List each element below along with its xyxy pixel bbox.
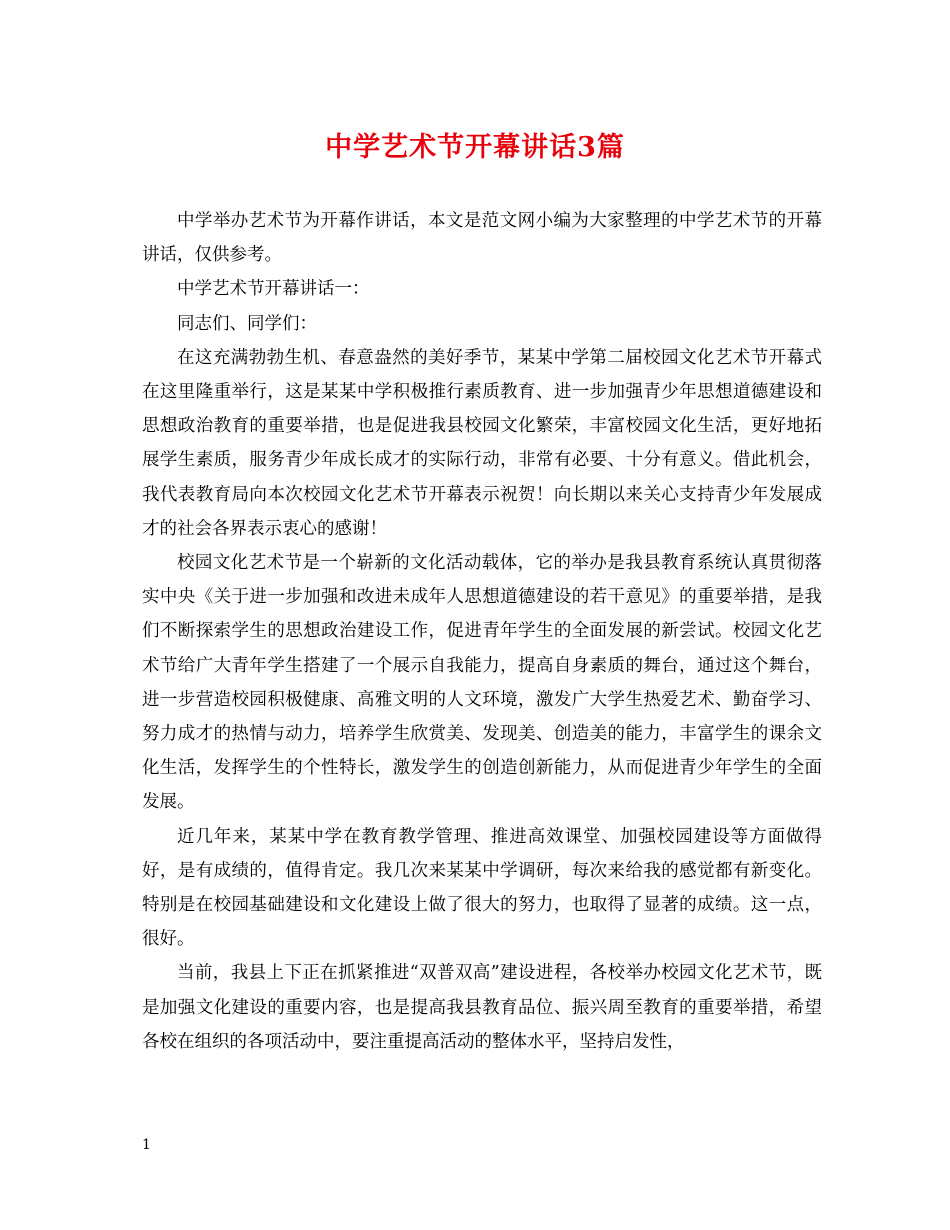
document-title: 中学艺术节开幕讲话3篇: [325, 132, 625, 163]
paragraph-body-2: 校园文化艺术节是一个崭新的文化活动载体，它的举办是我县教育系统认真贯彻落实中央《关于进一步加强和改进未成年人思想道德建设的若干意见》的重要举措，是我们不断探索学生的思想政治建设工作，促进青年学生的全面发展的新尝试。校园文化艺术节给广大青年学生搭建了一个展示自我能力，提高自身素质的舞台，通过这个舞台，进一步营造校园积极健康、高雅文明的人文环境，激发广大学生热爱艺术、勤奋学习、努力成才的热情与动力，培养学生欣赏美、发现美、创造美的能力，丰富学生的课余文化生活，发挥学生的个性特长，激发学生的创造创新能力，从而促进青少年学生的全面发展。: [142, 553, 822, 813]
paragraph-salutation: 同志们、同学们：: [177, 313, 317, 334]
document-body: [142, 204, 822, 1059]
paragraph-body-1: 在这充满勃勃生机、春意盎然的美好季节，某某中学第二届校园文化艺术节开幕式在这里隆重举行，这是某某中学积极推行素质教育、进一步加强青少年思想道德建设和思想政治教育的重要举措，也是促进我县校园文化繁荣，丰富校园文化生活，更好地拓展学生素质，服务青少年成长成才的实际行动，非常有必要、十分有意义。借此机会，我代表教育局向本次校园文化艺术节开幕表示祝贺！向长期以来关心支持青少年发展成才的社会各界表示衷心的感谢！: [142, 347, 822, 539]
paragraph-body-3: 近几年来，某某中学在教育教学管理、推进高效课堂、加强校园建设等方面做得好，是有成绩的，值得肯定。我几次来某某中学调研，每次来给我的感觉都有新变化。特别是在校园基础建设和文化建设上做了很大的努力，也取得了显著的成绩。这一点，很好。: [142, 826, 822, 950]
page-number: 1: [142, 1137, 151, 1153]
paragraph-intro: 中学举办艺术节为开幕作讲话，本文是范文网小编为大家整理的中学艺术节的开幕讲话，仅供参考。: [142, 211, 822, 266]
paragraph-section-heading: 中学艺术节开幕讲话一：: [177, 279, 370, 300]
paragraph-body-4: 当前，我县上下正在抓紧推进“双普双高”建设进程，各校举办校园文化艺术节，既是加强文化建设的重要内容，也是提高我县教育品位、振兴周至教育的重要举措，希望各校在组织的各项活动中，要注重提高活动的整体水平，坚持启发性，: [142, 963, 822, 1052]
